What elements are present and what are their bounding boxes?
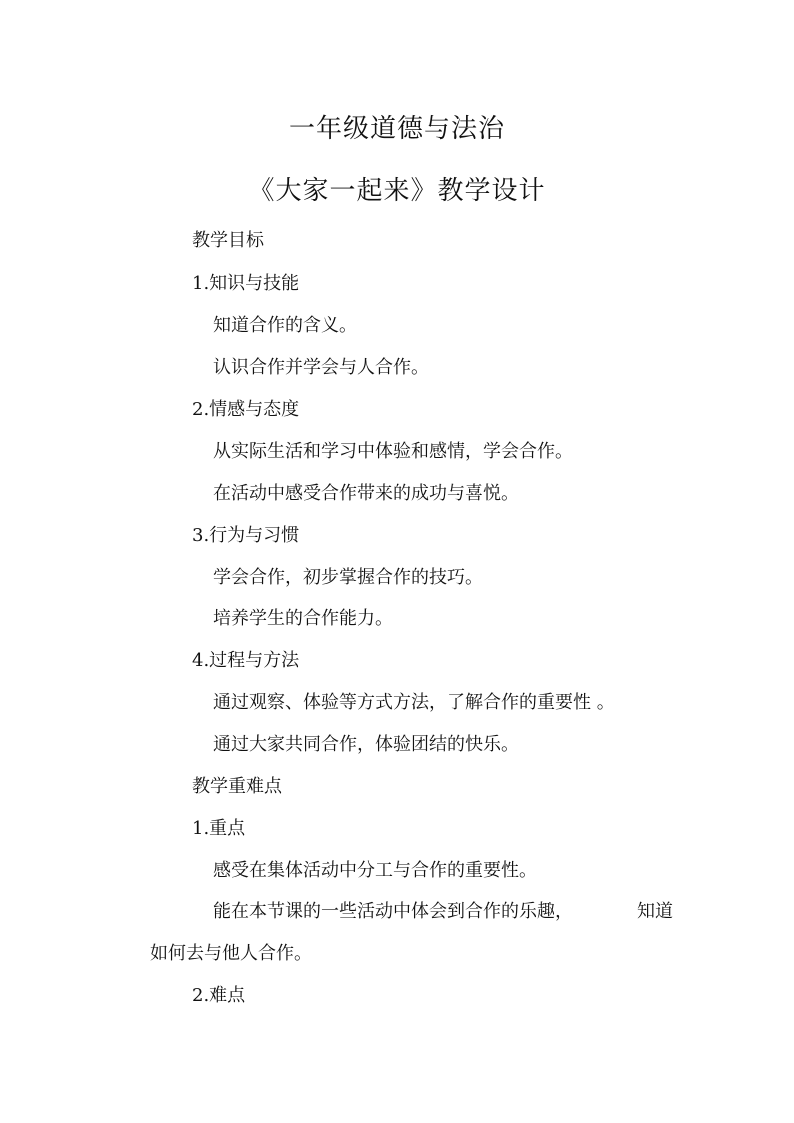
- focus-item-2-line-1-end: 知道: [637, 901, 673, 922]
- difficulty-label: 2.难点: [192, 985, 246, 1006]
- focus-item-1: 感受在集体活动中分工与合作的重要性。: [213, 860, 537, 881]
- focus-item-2-line-1-main: 能在本节课的一些活动中体会到合作的乐趣，: [213, 901, 573, 922]
- emotion-item-2: 在活动中感受合作带来的成功与喜悦。: [213, 483, 519, 504]
- behavior-item-2: 培养学生的合作能力。: [213, 608, 393, 629]
- process-item-1: 通过观察、体验等方式方法，了解合作的重要性 。: [213, 692, 615, 713]
- document-title: 一年级道德与法治: [288, 114, 505, 144]
- knowledge-item-2: 认识合作并学会与人合作。: [213, 357, 429, 378]
- document-subtitle: 《大家一起来》教学设计: [248, 176, 546, 206]
- process-item-2: 通过大家共同合作，体验团结的快乐。: [213, 734, 519, 755]
- behavior-item-1: 学会合作，初步掌握合作的技巧。: [213, 567, 483, 588]
- focus-item-2-line-1: [213, 899, 673, 925]
- behavior-habits-label: 3.行为与习惯: [192, 525, 300, 546]
- focus-item-2-line-2: 如何去与他人合作。: [150, 943, 312, 964]
- key-difficult-points-heading: 教学重难点: [192, 776, 282, 797]
- objectives-heading: 教学目标: [192, 230, 264, 251]
- emotion-item-1: 从实际生活和学习中体验和感情，学会合作。: [213, 441, 573, 462]
- process-methods-label: 4.过程与方法: [192, 650, 300, 671]
- focus-label: 1.重点: [192, 818, 246, 839]
- knowledge-item-1: 知道合作的含义。: [213, 315, 357, 336]
- knowledge-skills-label: 1.知识与技能: [192, 273, 300, 294]
- emotion-attitude-label: 2.情感与态度: [192, 399, 300, 420]
